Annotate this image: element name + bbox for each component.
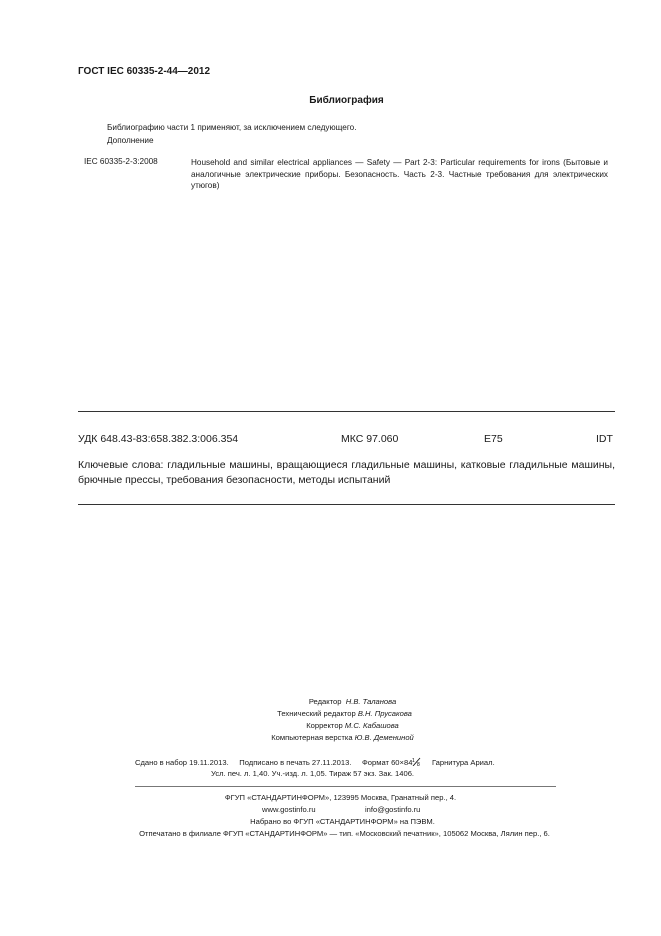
imprint-layout: Компьютерная верстка Ю.В. Демениной [271, 733, 414, 742]
publisher-website: www.gostinfo.ru [262, 805, 316, 814]
bibliography-title: Библиография [309, 95, 384, 106]
bibliography-intro: Библиографию части 1 применяют, за исключением следующего. [107, 123, 357, 132]
svg-text:8: 8 [417, 762, 421, 766]
idt-label: IDT [596, 433, 613, 445]
addition-label: Дополнение [107, 136, 154, 145]
top-divider [78, 411, 615, 412]
format-fraction-icon [412, 757, 421, 766]
imprint-corrector: Корректор М.С. Кабашова [306, 721, 399, 730]
document-code: ГОСТ IEC 60335-2-44—2012 [78, 66, 211, 77]
reference-text: Household and similar electrical appliances — Safety — Part 2-3: Particular requirements for irons (Бытовые и аналогичные электрические приборы. Безопасность. Часть 2-3. Частные требования для электрических утюгов) [191, 158, 608, 190]
keywords: Ключевые слова: гладильные машины, вращающиеся гладильные машины, катковые гладильные машины, брючные прессы, требования безопасности, методы испытаний [78, 459, 615, 486]
imprint-print-stats: Усл. печ. л. 1,40. Уч.-изд. л. 1,05. Тираж 57 экз. Зак. 1406. [211, 769, 415, 778]
publisher-email: info@gostinfo.ru [365, 805, 421, 814]
svg-text:1: 1 [412, 758, 416, 764]
imprint-print-dates: Сдано в набор 19.11.2013. Подписано в печать 27.11.2013. Формат 60×84 1 8 Гарнитура Ариал. [135, 758, 495, 767]
imprint-divider [135, 786, 556, 787]
publisher-typeset: Набрано во ФГУП «СТАНДАРТИНФОРМ» на ПЭВМ. [250, 817, 435, 826]
publisher-address: ФГУП «СТАНДАРТИНФОРМ», 123995 Москва, Гранатный пер., 4. [224, 793, 457, 802]
reference-code: IEC 60335-2-3:2008 [84, 157, 158, 166]
publisher-printed: Отпечатано в филиале ФГУП «СТАНДАРТИНФОРМ» — тип. «Московский печатник», 105062 Москва, Лялин пер., 6. [139, 829, 550, 838]
bottom-divider [78, 504, 615, 505]
udk-code: УДК 648.43-83:658.382.3:006.354 [78, 433, 239, 445]
okp-code: Е75 [484, 433, 503, 445]
imprint-tech-editor: Технический редактор В.Н. Прусакова [277, 709, 412, 718]
mks-code: МКС 97.060 [341, 433, 399, 445]
imprint-editor: Редактор Н.В. Таланова [308, 697, 397, 706]
